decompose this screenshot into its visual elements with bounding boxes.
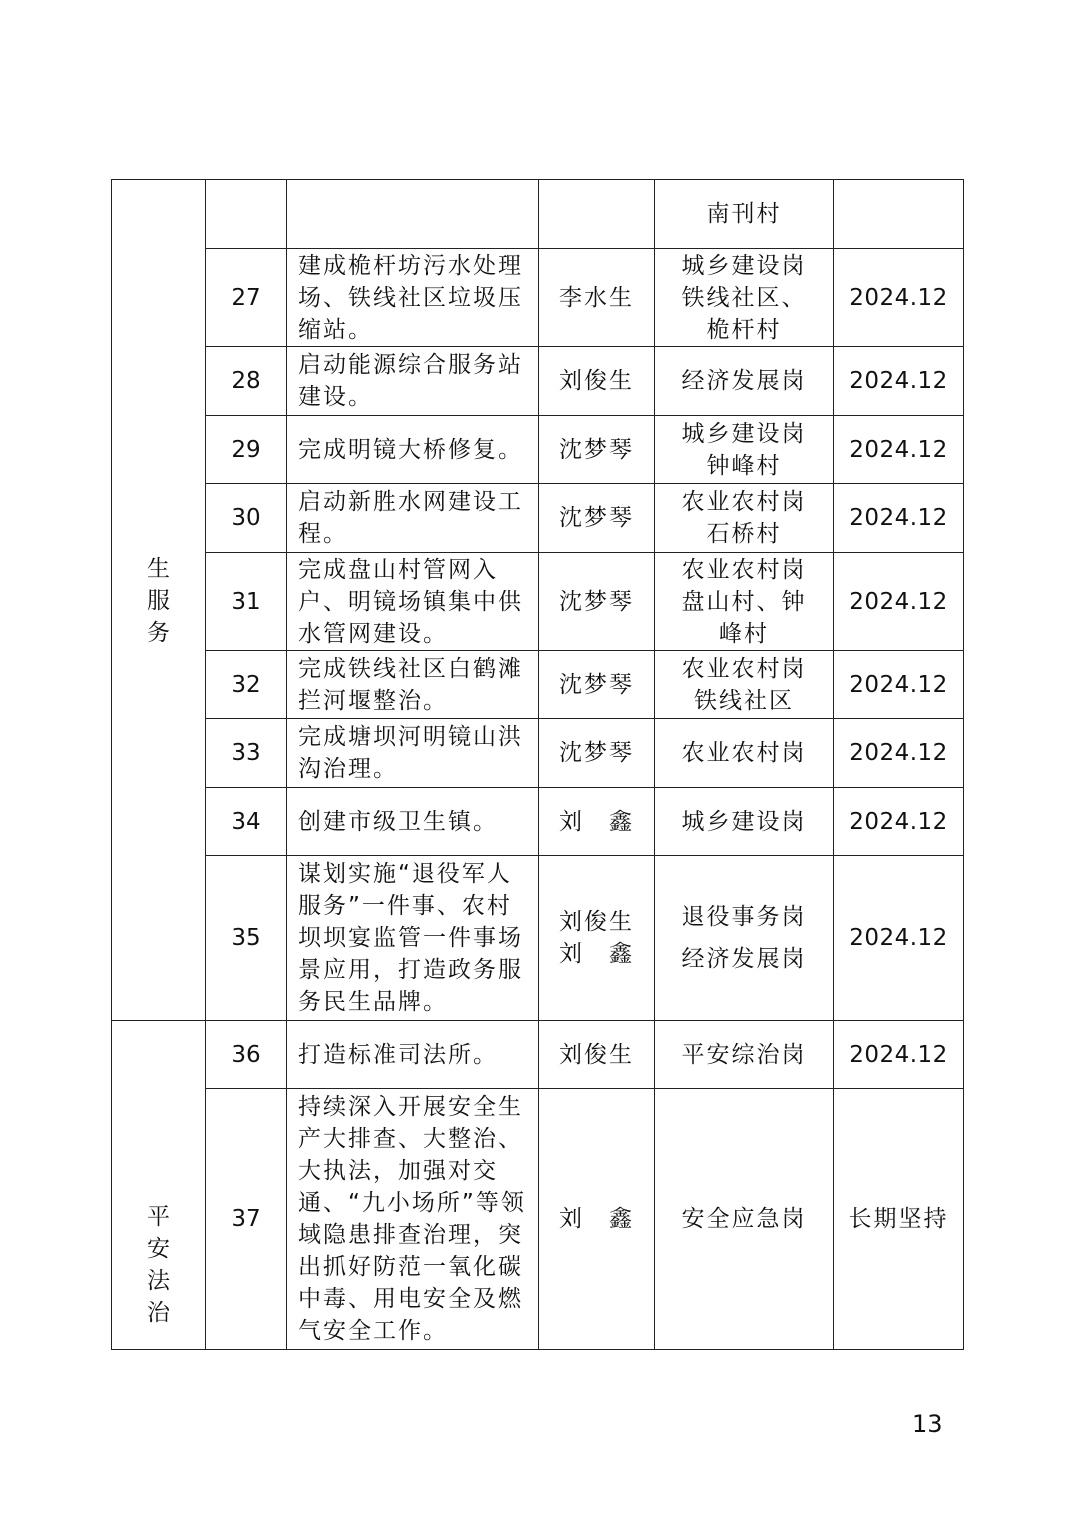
deadline: 2024.12 [834,856,964,1021]
deadline: 2024.12 [834,651,964,719]
deadline: 2024.12 [834,788,964,856]
owner-name: 沈梦琴 [559,671,634,698]
dept-line: 经济发展岗 [681,368,807,394]
task-text: 建成桅杆坊污水处理场、铁线社区垃圾压缩站。 [287,249,539,347]
dept-line: 安全应急岗 [681,1206,807,1232]
owner-name: 沈梦琴 [559,588,634,615]
category-label: 生服务 [147,556,170,646]
dept-cell [655,249,834,347]
table-row [112,180,964,249]
task-table [111,179,964,1350]
table-row [112,249,964,347]
table-row [112,1021,964,1089]
table-row [112,1089,964,1350]
owner-cell [539,788,655,856]
row-number: 32 [206,651,287,719]
dept-line: 盘山村、钟 [681,588,807,615]
owner-cell [539,416,655,484]
owner-cell [539,180,655,249]
table-row [112,484,964,553]
task-text: 启动能源综合服务站建设。 [287,347,539,416]
task-text: 持续深入开展安全生产大排查、大整治、大执法，加强对交通、“九小场所”等领域隐患排查治理，突出抓好防范一氧化碳中毒、用电安全及燃气安全工作。 [287,1089,539,1350]
category-cell-ping-an [112,1021,206,1350]
task-text: 启动新胜水网建设工程。 [287,484,539,553]
category-cell-minsheng [112,180,206,1021]
page-number: 13 [912,1410,943,1438]
table-row [112,651,964,719]
owner-name: 沈梦琴 [559,436,634,463]
table-row [112,553,964,651]
row-number: 34 [206,788,287,856]
owner-cell [539,553,655,651]
dept-line: 农业农村岗 [681,489,807,515]
owner-cell [539,1021,655,1089]
owner-cell [539,719,655,788]
dept-line: 平安综治岗 [681,1041,807,1068]
owner-cell [539,856,655,1021]
dept-cell [655,651,834,719]
table-row [112,719,964,788]
owner-name: 刘 鑫 [559,941,634,967]
dept-cell [655,416,834,484]
row-number: 29 [206,416,287,484]
task-text: 谋划实施“退役军人服务”一件事、农村坝坝宴监管一件事场景应用，打造政务服务民生品牌。 [287,856,539,1021]
dept-cell [655,788,834,856]
dept-line: 经济发展岗 [681,946,807,972]
dept-line: 石桥村 [706,521,782,547]
owner-name: 沈梦琴 [559,505,634,531]
owner-cell [539,484,655,553]
dept-line: 农业农村岗 [681,655,807,682]
deadline: 2024.12 [834,1021,964,1089]
task-text [287,180,539,249]
dept-cell [655,347,834,416]
deadline: 长期坚持 [834,1089,964,1350]
task-text: 完成铁线社区白鹤滩拦河堰整治。 [287,651,539,719]
deadline: 2024.12 [834,484,964,553]
deadline: 2024.12 [834,719,964,788]
table-row [112,347,964,416]
deadline [834,180,964,249]
dept-cell [655,180,834,249]
dept-line: 农业农村岗 [681,556,807,583]
dept-line: 桅杆村 [706,316,782,343]
row-number: 31 [206,553,287,651]
task-text: 完成塘坝河明镜山洪沟治理。 [287,719,539,788]
dept-line: 南刊村 [706,201,782,227]
deadline: 2024.12 [834,553,964,651]
owner-name: 刘 鑫 [559,808,634,835]
table-row [112,788,964,856]
owner-name: 刘俊生 [559,909,634,935]
owner-cell [539,347,655,416]
deadline: 2024.12 [834,347,964,416]
row-number: 28 [206,347,287,416]
table-row [112,416,964,484]
dept-line: 城乡建设岗 [681,808,807,835]
row-number: 36 [206,1021,287,1089]
category-label: 平安法治 [147,1204,170,1326]
owner-cell [539,249,655,347]
dept-line: 铁线社区、 [681,284,807,311]
row-number: 33 [206,719,287,788]
dept-cell [655,719,834,788]
deadline: 2024.12 [834,249,964,347]
owner-name: 沈梦琴 [559,740,634,766]
owner-name: 刘俊生 [559,368,634,394]
dept-line: 城乡建设岗 [681,420,807,447]
task-text: 创建市级卫生镇。 [287,788,539,856]
dept-line: 峰村 [719,620,769,647]
row-number: 30 [206,484,287,553]
owner-cell [539,1089,655,1350]
task-text: 完成明镜大桥修复。 [287,416,539,484]
dept-line: 退役事务岗 [681,904,807,930]
dept-cell [655,553,834,651]
dept-line: 钟峰村 [706,452,782,479]
dept-cell [655,484,834,553]
dept-line: 城乡建设岗 [681,252,807,279]
task-text: 完成盘山村管网入户、明镜场镇集中供水管网建设。 [287,553,539,651]
table-row [112,856,964,1021]
dept-cell [655,1089,834,1350]
dept-line: 农业农村岗 [681,740,807,766]
dept-cell [655,1021,834,1089]
dept-cell [655,856,834,1021]
owner-name: 刘俊生 [559,1041,634,1068]
owner-name: 刘 鑫 [559,1206,634,1232]
row-number: 37 [206,1089,287,1350]
row-number: 27 [206,249,287,347]
owner-cell [539,651,655,719]
deadline: 2024.12 [834,416,964,484]
dept-line: 铁线社区 [694,687,794,714]
task-text: 打造标准司法所。 [287,1021,539,1089]
owner-name: 李水生 [559,284,634,311]
row-number: 35 [206,856,287,1021]
row-number [206,180,287,249]
